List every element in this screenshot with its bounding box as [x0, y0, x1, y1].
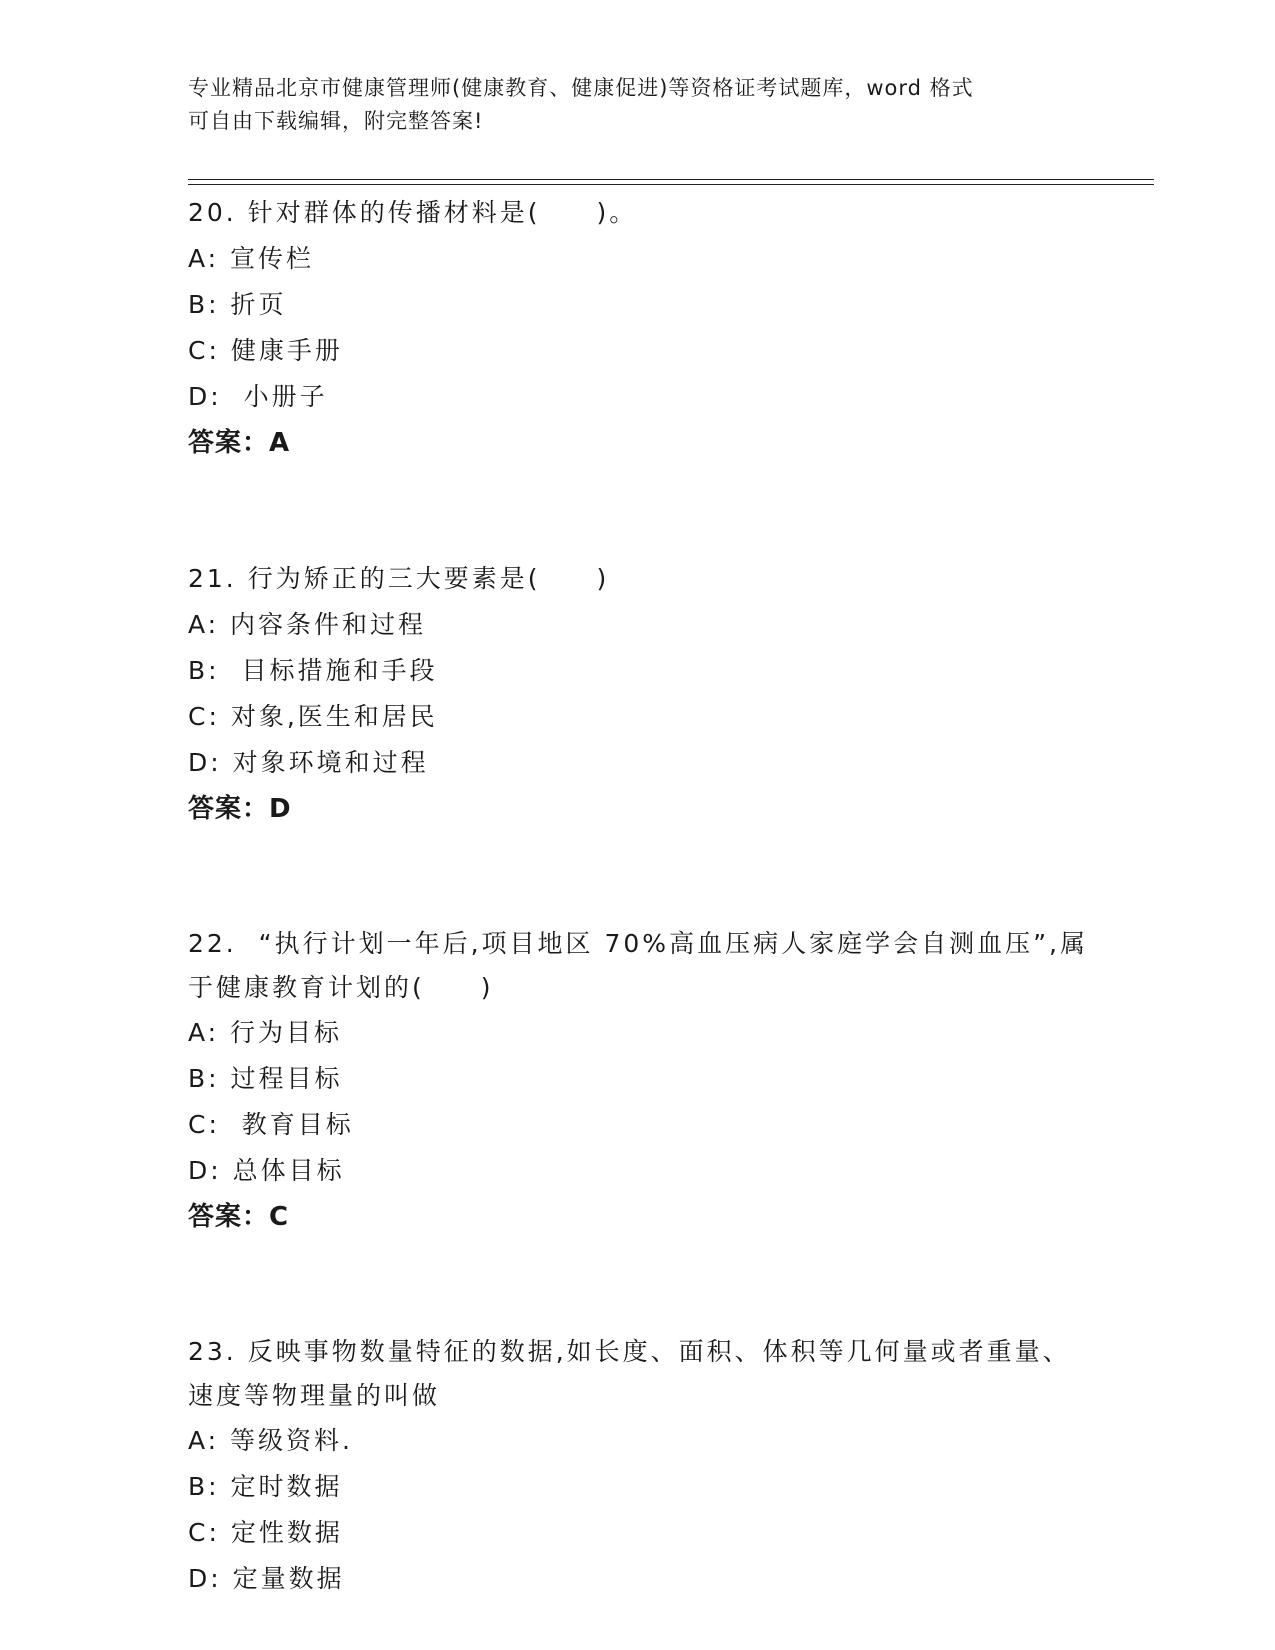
question-23 [188, 1330, 1088, 1602]
option-d: D: 对象环境和过程 [188, 748, 429, 777]
option-a: A: 等级资料. [188, 1426, 353, 1455]
option-b: B: 过程目标 [188, 1064, 343, 1093]
question-21 [188, 556, 1088, 832]
option-b: B: 定时数据 [188, 1472, 343, 1501]
document-header [188, 72, 1088, 138]
answer: 答案：A [188, 428, 291, 458]
option-a: A: 内容条件和过程 [188, 610, 427, 639]
header-divider-top [188, 179, 1154, 180]
header-line-1: 专业精品北京市健康管理师(健康教育、健康促进)等资格证考试题库，word 格式 [188, 76, 974, 100]
option-d: D: 定量数据 [188, 1564, 345, 1593]
question-list [188, 190, 1088, 1602]
option-d: D: 小册子 [188, 382, 328, 411]
question-stem: 22. “执行计划一年后,项目地区 70%高血压病人家庭学会自测血压”,属于健康教育计划的( ) [188, 929, 1088, 1002]
option-b: B: 目标措施和手段 [188, 656, 438, 685]
option-b: B: 折页 [188, 290, 287, 319]
option-d: D: 总体目标 [188, 1156, 345, 1185]
question-stem: 20. 针对群体的传播材料是( )。 [188, 198, 638, 227]
answer: 答案：D [188, 794, 292, 824]
question-stem: 23. 反映事物数量特征的数据,如长度、面积、体积等几何量或者重量、速度等物理量的叫做 [188, 1337, 1071, 1410]
option-c: C: 健康手册 [188, 336, 343, 365]
question-20 [188, 190, 1088, 466]
option-a: A: 宣传栏 [188, 244, 315, 273]
question-22 [188, 922, 1088, 1240]
header-divider-bottom [188, 184, 1154, 185]
answer: 答案：C [188, 1202, 290, 1232]
option-a: A: 行为目标 [188, 1018, 343, 1047]
header-line-2: 可自由下载编辑，附完整答案! [188, 109, 484, 133]
question-stem: 21. 行为矫正的三大要素是( ) [188, 564, 610, 593]
option-c: C: 定性数据 [188, 1518, 343, 1547]
option-c: C: 对象,医生和居民 [188, 702, 438, 731]
option-c: C: 教育目标 [188, 1110, 354, 1139]
